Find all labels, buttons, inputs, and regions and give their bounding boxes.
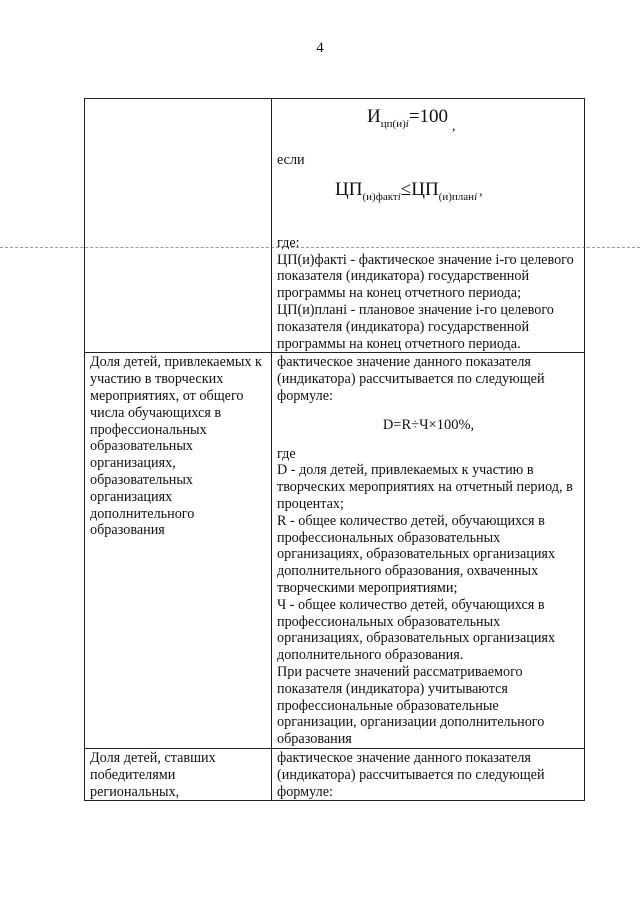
formula-index-equals-100: $И_{цп(и)i}=100$ $_,$ [367,106,456,134]
where-word: где: [277,234,300,251]
table-row [85,748,585,800]
calculation-cell [272,353,585,749]
definition-line: показателя (индикатора) государственной программы на конец отчетного периода; [277,268,530,302]
page-number: 4 [316,40,324,56]
table-row [85,353,585,749]
definition-line: При расчете значений рассматриваемого показателя (индикатора) учитываются профессиональные образовательные организации, организации дополнительного образования [277,663,545,748]
formula-fact-le-plan: $ЦП_{(и)фактi}\le ЦП_{(и)планi}$ , [335,178,483,203]
indicator-name-cell: Доля детей, ставших победителями региональных, [85,748,272,800]
where-word: где [277,445,296,462]
definition-line: ЦП(и)плані - плановое значение і-го целевого показателя (индикатора) государственной программы на конец отчетного периода. [277,301,554,352]
definition-line: ЦП(и)факті - фактическое значение і-го целевого [277,251,574,268]
definition-line: R - общее количество детей, обучающихся в профессиональных образовательных организациях, образовательных организациях дополнительного образования, охваченных творческими мероприятиями; [277,512,556,596]
formula-intro: фактическое значение данного показателя (индикатора) рассчитывается по следующей формуле: [277,354,545,404]
indicator-name-cell: Доля детей, привлекаемых к участию в творческих мероприятиях, от общего числа обучающихся в профессиональных образовательных организациях, образовательных организациях дополнительного образования [85,353,272,749]
calculation-cell [272,99,585,353]
formula-d: D=R÷Ч×100%, [382,416,475,433]
calculation-cell [272,748,585,800]
if-word: если [277,152,305,168]
indicator-name-cell [85,99,272,353]
formula-intro: фактическое значение данного показателя (индикатора) рассчитывается по следующей формуле: [277,749,545,800]
definition-line: D - доля детей, привлекаемых к участию в творческих мероприятиях на отчетный период, в процентах; [277,462,573,512]
indicator-table [84,98,585,801]
table-row [85,99,585,353]
definition-line: Ч - общее количество детей, обучающихся в профессиональных образовательных организациях, образовательных организациях дополнительного образования. [277,596,556,664]
